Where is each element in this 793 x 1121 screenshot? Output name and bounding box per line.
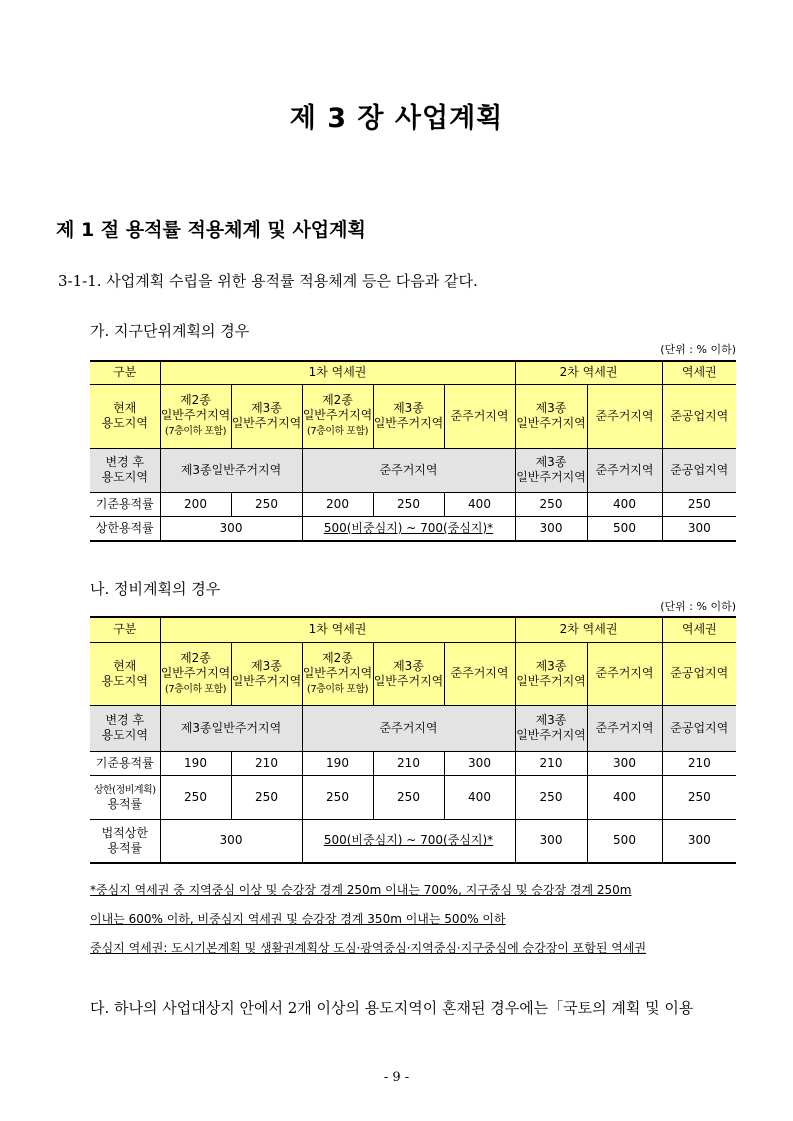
cell-value: 250 <box>662 775 736 819</box>
zone-semi-residential: 준주거지역 <box>587 384 662 448</box>
paragraph-c: 다. 하나의 사업대상지 안에서 2개 이상의 용도지역이 혼재된 경우에는「국토의 계획 및 이용 <box>90 999 694 1017</box>
unit-label-a: (단위 : % 이하) <box>660 343 736 356</box>
cell-value: 300 <box>662 819 736 863</box>
zone-2-general: 제2종 일반주거지역 (7층이하 포함) <box>160 642 231 705</box>
row-label-max: 상한용적률 <box>90 516 160 541</box>
zone-3-general: 제3종 일반주거지역 <box>231 642 302 705</box>
row-label-current: 현재 용도지역 <box>90 642 160 705</box>
table-b-current-row <box>90 642 736 705</box>
table-b-after-row <box>90 705 736 751</box>
table-a-current-row <box>90 384 736 448</box>
cell-value: 400 <box>444 775 515 819</box>
subheading-a: 가. 지구단위계획의 경우 <box>90 322 250 340</box>
cell-value: 250 <box>231 775 302 819</box>
cell-value: 210 <box>231 751 302 775</box>
subheading-b: 나. 정비계획의 경우 <box>90 580 221 598</box>
row-label-max: 상한(정비계획) 용적률 <box>90 775 160 819</box>
after-zone-semi-industrial: 준공업지역 <box>662 705 736 751</box>
zone-3-general: 제3종 일반주거지역 <box>373 384 444 448</box>
cell-value: 500 <box>587 516 662 541</box>
cell-value: 250 <box>160 775 231 819</box>
zone-2-general: 제2종 일반주거지역 (7층이하 포함) <box>160 384 231 448</box>
cell-value: 400 <box>587 492 662 516</box>
after-zone-3-general: 제3종일반주거지역 <box>160 705 302 751</box>
cell-value: 300 <box>587 751 662 775</box>
row-label-after: 변경 후 용도지역 <box>90 448 160 492</box>
cell-value: 500 <box>587 819 662 863</box>
table-b-max-row <box>90 775 736 819</box>
header-station: 역세권 <box>662 361 736 384</box>
cell-value: 210 <box>373 751 444 775</box>
cell-value: 250 <box>373 492 444 516</box>
zone-semi-residential: 준주거지역 <box>444 384 515 448</box>
paragraph-3-1-1: 3-1-1. 사업계획 수립을 위한 용적률 적용체계 등은 다음과 같다. <box>58 272 478 290</box>
after-zone-semi-residential: 준주거지역 <box>587 448 662 492</box>
cell-value: 200 <box>302 492 373 516</box>
cell-value: 210 <box>515 751 587 775</box>
header-station: 역세권 <box>662 617 736 642</box>
cell-value: 210 <box>662 751 736 775</box>
table-b-base-row <box>90 751 736 775</box>
row-label-current: 현재 용도지역 <box>90 384 160 448</box>
zone-semi-residential: 준주거지역 <box>587 642 662 705</box>
cell-value: 250 <box>515 492 587 516</box>
cell-value: 400 <box>444 492 515 516</box>
zone-semi-industrial: 준공업지역 <box>662 384 736 448</box>
cell-value: 300 <box>515 516 587 541</box>
header-first-station: 1차 역세권 <box>160 361 515 384</box>
section-title: 제 1 절 용적률 적용체계 및 사업계획 <box>56 219 366 241</box>
table-redevelopment-plan <box>90 616 736 864</box>
zone-3-general: 제3종 일반주거지역 <box>515 384 587 448</box>
row-label-after: 변경 후 용도지역 <box>90 705 160 751</box>
after-zone-semi-industrial: 준공업지역 <box>662 448 736 492</box>
zone-3-general: 제3종 일반주거지역 <box>515 642 587 705</box>
cell-value: 400 <box>587 775 662 819</box>
zone-2-general: 제2종 일반주거지역 (7층이하 포함) <box>302 384 373 448</box>
table-b-header-row <box>90 617 736 642</box>
footnote-line: 중심지 역세권: 도시기본계획 및 생활권계획상 도심·광역중심·지역중심·지구중심에 승강장이 포함된 역세권 <box>90 941 647 955</box>
chapter-title: 제 3 장 사업계획 <box>289 103 504 134</box>
row-label-base: 기준용적률 <box>90 751 160 775</box>
footnote-line: *중심지 역세권 중 지역중심 이상 및 승강장 경계 250m 이내는 700%, 지구중심 및 승강장 경계 250m <box>90 883 632 897</box>
row-label-legal: 법적상한 용적률 <box>90 819 160 863</box>
header-gubun: 구분 <box>90 617 160 642</box>
zone-3-general: 제3종 일반주거지역 <box>373 642 444 705</box>
zone-semi-industrial: 준공업지역 <box>662 642 736 705</box>
header-first-station: 1차 역세권 <box>160 617 515 642</box>
row-label-base: 기준용적률 <box>90 492 160 516</box>
cell-value: 190 <box>160 751 231 775</box>
cell-value: 300 <box>160 819 302 863</box>
cell-value: 250 <box>373 775 444 819</box>
after-zone-3-general: 제3종 일반주거지역 <box>515 448 587 492</box>
cell-value: 300 <box>160 516 302 541</box>
zone-semi-residential: 준주거지역 <box>444 642 515 705</box>
header-second-station: 2차 역세권 <box>515 361 662 384</box>
table-a-header-row <box>90 361 736 384</box>
after-zone-semi-residential: 준주거지역 <box>587 705 662 751</box>
table-b-legal-row <box>90 819 736 863</box>
table-a-base-row <box>90 492 736 516</box>
zone-3-general: 제3종 일반주거지역 <box>231 384 302 448</box>
header-second-station: 2차 역세권 <box>515 617 662 642</box>
cell-value: 250 <box>662 492 736 516</box>
table-district-plan <box>90 360 736 542</box>
table-a-after-row <box>90 448 736 492</box>
cell-value: 190 <box>302 751 373 775</box>
cell-value: 300 <box>515 819 587 863</box>
after-zone-3-general: 제3종일반주거지역 <box>160 448 302 492</box>
footnote-line: 이내는 600% 이하, 비중심지 역세권 및 승강장 경계 350m 이내는 500% 이하 <box>90 912 506 926</box>
header-gubun: 구분 <box>90 361 160 384</box>
cell-value: 250 <box>302 775 373 819</box>
zone-2-general: 제2종 일반주거지역 (7층이하 포함) <box>302 642 373 705</box>
cell-span-value: 500(비중심지) ~ 700(중심지)* <box>302 819 515 863</box>
cell-value: 300 <box>662 516 736 541</box>
cell-value: 250 <box>515 775 587 819</box>
cell-value: 300 <box>444 751 515 775</box>
table-a-max-row <box>90 516 736 541</box>
after-zone-semi-residential: 준주거지역 <box>302 448 515 492</box>
page-number: - 9 - <box>383 1070 410 1085</box>
cell-span-value: 500(비중심지) ~ 700(중심지)* <box>302 516 515 541</box>
after-zone-3-general: 제3종 일반주거지역 <box>515 705 587 751</box>
cell-value: 250 <box>231 492 302 516</box>
after-zone-semi-residential: 준주거지역 <box>302 705 515 751</box>
cell-value: 200 <box>160 492 231 516</box>
unit-label-b: (단위 : % 이하) <box>660 600 736 613</box>
